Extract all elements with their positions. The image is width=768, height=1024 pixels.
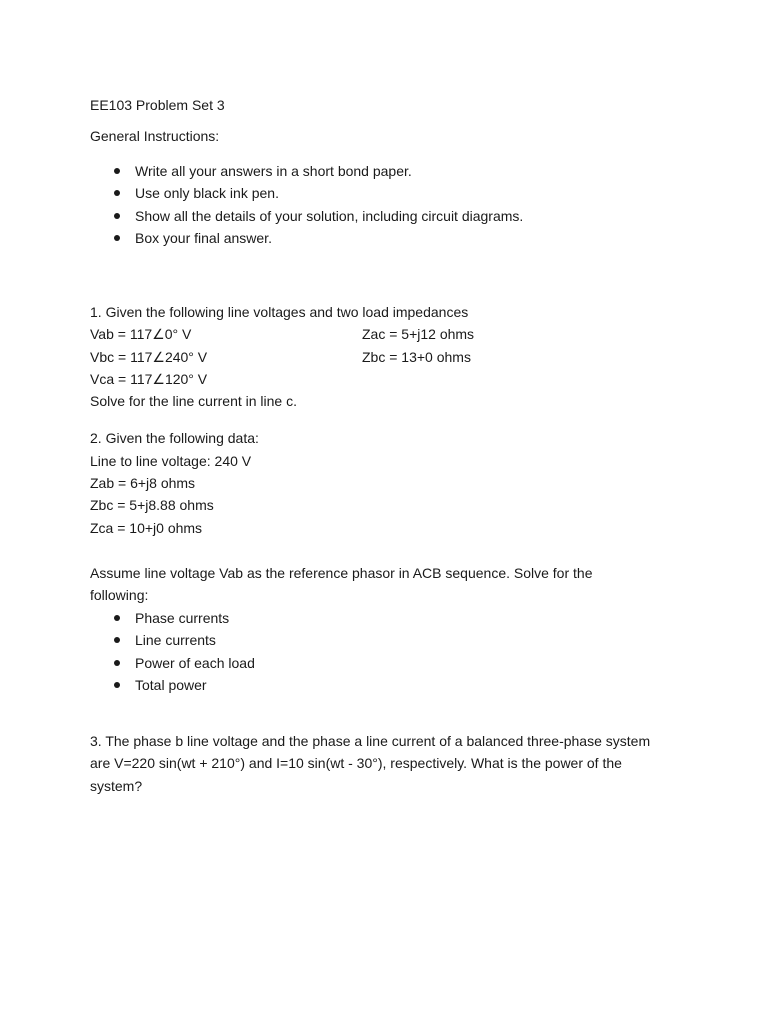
bullet-icon [114, 615, 120, 621]
problem-1-question: Solve for the line current in line c. [90, 393, 297, 410]
voltage-vca: Vca = 117∠120° V [90, 370, 208, 387]
problem-3-line: system? [90, 777, 143, 794]
problem-2-list [90, 607, 710, 697]
bullet-icon [114, 213, 120, 219]
list-item-text: Box your final answer. [135, 230, 272, 247]
list-item [90, 160, 710, 183]
problem-2-data-line: Line to line voltage: 240 V [90, 452, 252, 469]
problem-3-line: are V=220 sin(wt + 210°) and I=10 sin(wt - 30°), respectively. What is the power of the [90, 755, 622, 772]
bullet-icon [114, 168, 120, 174]
problem-3-line: 3. The phase b line voltage and the phase a line current of a balanced three-phase system [90, 732, 651, 749]
list-item-text: Phase currents [135, 609, 230, 626]
list-item-text: Power of each load [135, 654, 255, 671]
problem-1-row [90, 323, 710, 345]
list-item-text: Total power [135, 677, 207, 694]
problem-3 [90, 730, 710, 797]
bullet-icon [114, 682, 120, 688]
problem-1 [90, 301, 710, 412]
list-item [90, 205, 710, 228]
impedance-zac: Zac = 5+j12 ohms [362, 326, 475, 343]
instructions-list [90, 160, 710, 250]
problem-1-row [90, 346, 710, 368]
problem-2-intro: 2. Given the following data: [90, 430, 259, 447]
document-title: EE103 Problem Set 3 [90, 97, 225, 113]
document-page [90, 94, 710, 797]
list-item [90, 674, 710, 697]
voltage-vbc: Vbc = 117∠240° V [90, 348, 208, 365]
problem-2-question: Assume line voltage Vab as the reference phasor in ACB sequence. Solve for the [90, 564, 593, 581]
list-item-text: Line currents [135, 632, 216, 649]
instructions-heading: General Instructions: [90, 128, 220, 145]
list-item [90, 227, 710, 250]
impedance-zbc: Zbc = 13+0 ohms [362, 348, 471, 365]
list-item-text: Show all the details of your solution, including circuit diagrams. [135, 207, 524, 224]
list-item [90, 607, 710, 630]
list-item [90, 629, 710, 652]
bullet-icon [114, 235, 120, 241]
bullet-icon [114, 190, 120, 196]
bullet-icon [114, 637, 120, 643]
bullet-icon [114, 660, 120, 666]
problem-2-data-line: Zca = 10+j0 ohms [90, 519, 203, 536]
list-item-text: Write all your answers in a short bond paper. [135, 162, 412, 179]
list-item-text: Use only black ink pen. [135, 185, 279, 202]
list-item [90, 182, 710, 205]
problem-1-intro: 1. Given the following line voltages and two load impedances [90, 303, 469, 320]
voltage-vab: Vab = 117∠0° V [90, 326, 192, 343]
problem-2-question-cont: following: [90, 587, 149, 604]
problem-2 [90, 427, 710, 696]
list-item [90, 652, 710, 675]
problem-1-row [90, 368, 710, 390]
problem-2-data-line: Zbc = 5+j8.88 ohms [90, 497, 214, 514]
problem-2-data-line: Zab = 6+j8 ohms [90, 475, 196, 492]
